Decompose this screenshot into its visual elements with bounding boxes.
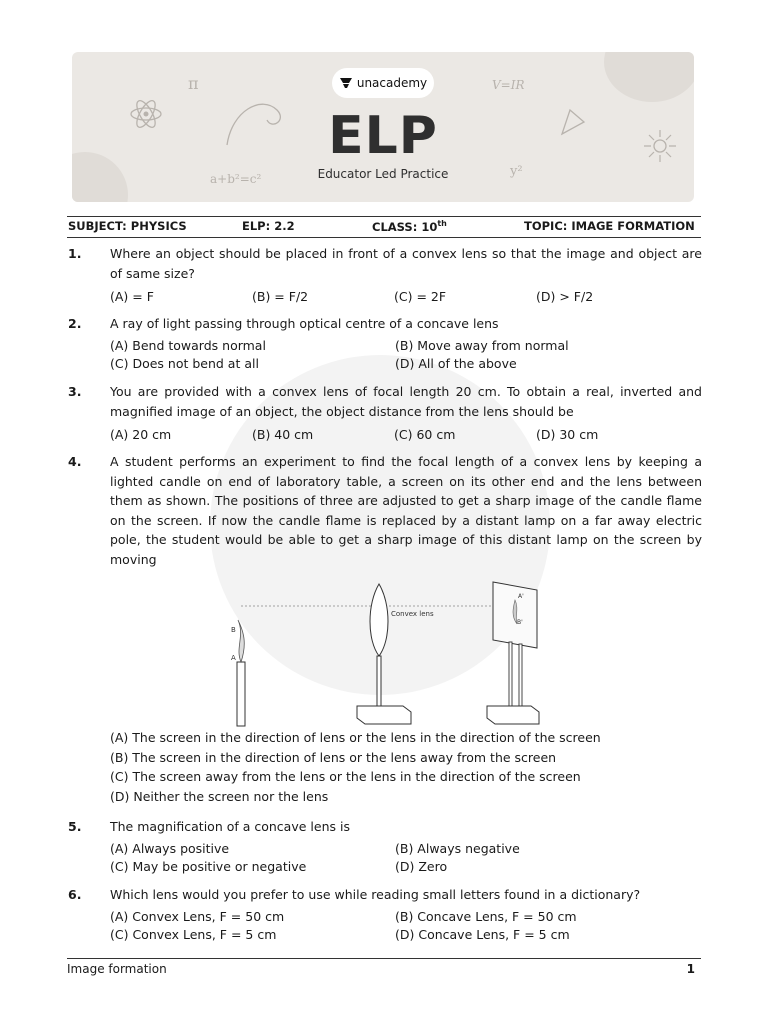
option-d[interactable]: (D) 30 cm	[536, 427, 599, 443]
question-number: 3.	[68, 384, 82, 399]
question-4	[68, 452, 702, 570]
screen-stand-rod	[509, 642, 512, 706]
options-row	[110, 287, 702, 307]
lens-stand-rod	[377, 656, 381, 706]
option-a[interactable]: (A) Bend towards normal	[110, 337, 266, 353]
question-text: A ray of light passing through optical centre of a concave lens	[110, 316, 499, 331]
option-b[interactable]: (B) = F/2	[252, 289, 309, 305]
image-label-a: A'	[518, 593, 524, 600]
unacademy-logo-icon	[339, 77, 353, 89]
options-grid	[110, 337, 702, 373]
pi-symbol: π	[188, 74, 199, 93]
question-text: Where an object should be placed in front of a convex lens so that the image and object are of same size?	[110, 246, 702, 281]
class-text: CLASS: 10	[372, 219, 438, 234]
banner-title: ELP	[328, 106, 438, 166]
question-text: The magnification of a concave lens is	[110, 819, 350, 834]
lens-stand-base	[357, 706, 411, 724]
option-c[interactable]: (C) Convex Lens, F = 5 cm	[110, 926, 277, 942]
pythagoras-doodle: a+b²=c²	[210, 172, 262, 186]
options-grid	[110, 840, 702, 876]
question-2	[68, 314, 702, 373]
screen-stand-rod	[519, 644, 522, 706]
option-c[interactable]: (C) 60 cm	[394, 427, 456, 443]
option-c[interactable]: (C) = 2F	[394, 289, 447, 305]
sheet-header	[67, 216, 701, 238]
y-squared-doodle: y²	[510, 164, 523, 179]
question-number: 6.	[68, 887, 82, 902]
elp-number: ELP: 2.2	[242, 219, 295, 233]
screen-stand-base	[487, 706, 539, 724]
page-number: 1	[686, 962, 695, 976]
ohms-law-doodle: V=IR	[492, 78, 525, 92]
image-label-b: B'	[517, 619, 523, 626]
class-superscript: th	[437, 219, 447, 228]
lens-experiment-figure	[225, 576, 545, 728]
brand-name: unacademy	[356, 76, 428, 90]
option-b[interactable]: (B) Concave Lens, F = 50 cm	[395, 908, 577, 924]
option-d[interactable]: (D) > F/2	[536, 289, 594, 305]
option-a[interactable]: (A) 20 cm	[110, 427, 172, 443]
topic-label: TOPIC: IMAGE FORMATION	[524, 219, 695, 233]
convex-lens	[370, 584, 388, 656]
question-6	[68, 885, 702, 944]
question-text: Which lens would you prefer to use while reading small letters found in a dictionary?	[110, 887, 641, 902]
question-text: A student performs an experiment to find the focal length of a convex lens by keeping a lighted candle on end of laboratory table, a screen on its other end and the lens between them as shown. The positions of three are adjusted to get a sharp image of the candle flame on the screen. If now the candle flame is replaced by a distant lamp on a far away electric pole, the student would be able to get a sharp image of this distant lamp on the screen by moving	[110, 454, 702, 567]
question-4-options	[68, 728, 702, 806]
question-number: 5.	[68, 819, 82, 834]
question-5	[68, 817, 702, 876]
option-b[interactable]: (B) 40 cm	[252, 427, 314, 443]
page-footer	[67, 958, 701, 976]
options-list	[110, 728, 702, 806]
option-c[interactable]: (C) The screen away from the lens or the lens in the direction of the screen	[110, 769, 581, 785]
candle	[237, 662, 245, 726]
option-c[interactable]: (C) May be positive or negative	[110, 858, 307, 874]
option-a[interactable]: (A) Convex Lens, F = 50 cm	[110, 908, 285, 924]
question-3	[68, 382, 702, 445]
option-b[interactable]: (B) The screen in the direction of lens or the lens away from the screen	[110, 749, 557, 765]
class-label	[372, 219, 447, 234]
options-grid	[110, 908, 702, 944]
object-label-b: B	[231, 626, 236, 634]
lens-label: Convex lens	[391, 610, 434, 618]
question-number: 1.	[68, 246, 82, 261]
option-d[interactable]: (D) All of the above	[395, 355, 517, 371]
option-a[interactable]: (A) = F	[110, 289, 154, 305]
question-1	[68, 244, 702, 307]
option-a[interactable]: (A) The screen in the direction of lens or the lens in the direction of the screen	[110, 730, 601, 745]
question-number: 4.	[68, 454, 82, 469]
decor-circle	[604, 52, 694, 102]
subject-label: SUBJECT: PHYSICS	[68, 219, 187, 233]
option-c[interactable]: (C) Does not bend at all	[110, 355, 259, 371]
unacademy-logo	[332, 68, 434, 98]
option-d[interactable]: (D) Zero	[395, 858, 448, 874]
question-text: You are provided with a convex lens of focal length 20 cm. To obtain a real, inverted and magnified image of an object, the object distance from the lens should be	[110, 384, 702, 419]
object-label-a: A	[231, 654, 236, 662]
option-d[interactable]: (D) Concave Lens, F = 5 cm	[395, 926, 570, 942]
banner-subtitle: Educator Led Practice	[317, 167, 449, 181]
option-b[interactable]: (B) Move away from normal	[395, 337, 569, 353]
question-number: 2.	[68, 316, 82, 331]
elp-banner	[72, 52, 694, 202]
options-row	[110, 425, 702, 445]
option-a[interactable]: (A) Always positive	[110, 840, 230, 856]
option-b[interactable]: (B) Always negative	[395, 840, 520, 856]
option-d[interactable]: (D) Neither the screen nor the lens	[110, 788, 329, 804]
footer-topic: Image formation	[67, 962, 167, 976]
candle-flame	[238, 620, 244, 662]
